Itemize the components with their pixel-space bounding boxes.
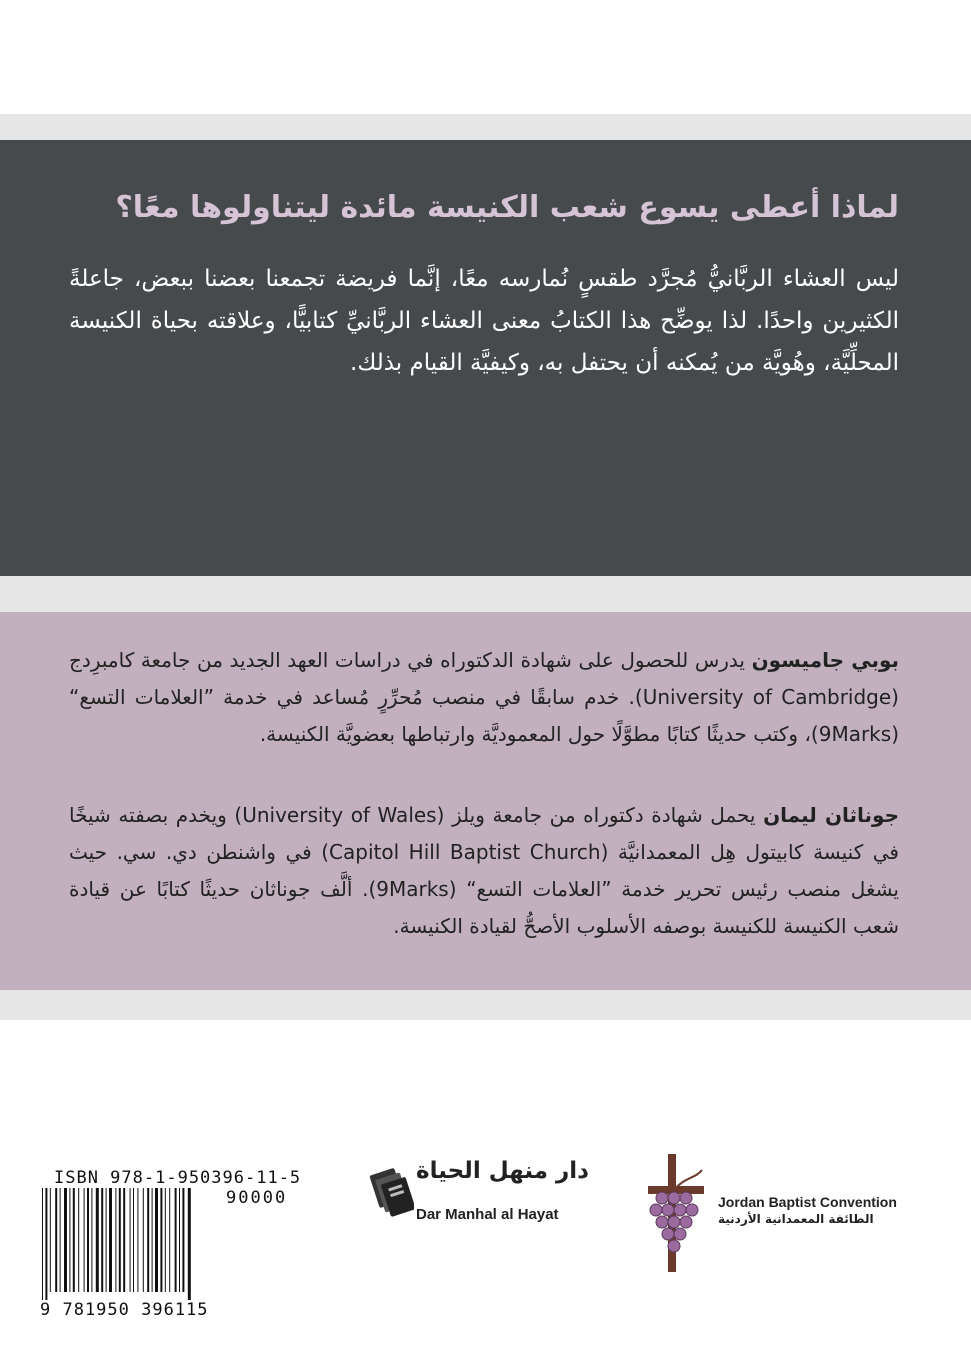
gap-band [0,576,971,612]
barcode-bar [165,1188,166,1292]
convention-logo [640,1148,910,1278]
author-bio-1 [69,642,899,753]
books-icon [368,1164,414,1224]
barcode-bar [175,1188,177,1292]
publisher-name-latin: Dar Manhal al Hayat [416,1206,559,1223]
barcode-bar [91,1188,92,1292]
barcode-bar [182,1188,184,1292]
barcode-bar [96,1188,99,1292]
barcode-bar [160,1188,162,1292]
author-bios-panel [0,612,971,990]
barcode-digits: 9 781950 396115 [40,1300,209,1320]
barcode-bar [123,1188,125,1292]
barcode-bar [42,1188,43,1300]
barcode-bar [106,1188,107,1292]
summary-panel [0,140,971,576]
barcode-bar [143,1188,144,1292]
bottom-band [0,990,971,1020]
barcode-bar [169,1188,170,1292]
barcode-bar [60,1188,61,1292]
barcode-bar [84,1188,85,1292]
barcode-bar [45,1188,47,1300]
cross-grapes-icon [640,1148,712,1276]
convention-name-latin: Jordan Baptist Convention [718,1194,897,1210]
barcode-bar [64,1188,67,1292]
barcode-bar [179,1188,180,1292]
barcode-bar [101,1188,103,1292]
barcode-bar [119,1188,121,1292]
publisher-logo [368,1156,589,1236]
barcode-bar [133,1188,134,1292]
barcode-bar [130,1188,131,1292]
barcode-bar [50,1188,51,1292]
publisher-name-arabic: دار منهل الحياة [416,1158,589,1184]
barcode-bar [55,1188,57,1292]
barcode-bar [155,1188,158,1292]
barcode-bar [109,1188,112,1292]
barcode-bar [152,1188,153,1292]
author-bio-2 [69,797,899,945]
author-bio-text-1: يدرس للحصول على شهادة الدكتوراه في دراسات العهد الجديد من جامعة كامبرِدج (University of Cambridge). خدم سابقًا في منصب مُحرِّرٍ مُساعد في خدمة ”العلامات التسع“ (9Marks)، وكتب حديثًا كتابًا مطوَّلًا حول المعموديَّة وارتباطها بعضويَّة الكنيسة. [69,648,899,746]
author-name-2: جوناثان ليمان [763,803,900,827]
top-band [0,114,971,140]
summary-title: لماذا أعطى يسوع شعب الكنيسة مائدة ليتناولوها معًا؟ [115,190,899,225]
isbn-barcode-block [40,1168,310,1328]
isbn-label: ISBN 978-1-950396-11-5 [54,1168,302,1188]
barcode-bar [73,1188,75,1292]
author-bio-text-2: يحمل شهادة دكتوراه من جامعة ويلز (University of Wales) ويخدم بصفته شيخًا في كنيسة كابيتول هِل المعمدانيَّة (Capitol Hill Baptist Church) في واشنطن دي. سي. حيث يشغل منصب رئيس تحرير خدمة ”العلامات التسع“ (9Marks). ألَّف جوناثان حديثًا كتابًا عن قيادة شعب الكنيسة للكنيسة بوصفه الأسلوب الأصحُّ لقيادة الكنيسة. [69,803,899,938]
barcode-image [40,1188,222,1300]
barcode-bar [78,1188,79,1292]
barcode-bar [87,1188,89,1292]
barcode-bar [188,1188,191,1300]
convention-name-arabic: الطائفة المعمدانية الأردنية [718,1212,874,1226]
barcode-bar [147,1188,149,1292]
barcode-bar [115,1188,116,1292]
price-code: 90000 [226,1188,288,1208]
barcode-bar [137,1188,138,1292]
barcode-bar [69,1188,70,1292]
author-name-1: بوبي جاميسون [751,648,900,672]
summary-text: ليس العشاء الربَّانيُّ مُجرَّد طقسٍ نُمارسه معًا، إنَّما فريضة تجمعنا بعضنا ببعض، جاعلةً الكثيرين واحدًا. لذا يوضِّح هذا الكتابُ معنى العشاء الربَّانيِّ كتابيًّا، وعلاقته بحياة الكنيسة المحلِّيَّة، وهُويَّة من يُمكنه أن يحتفل به، وكيفيَّة القيام بذلك. [69,266,899,376]
